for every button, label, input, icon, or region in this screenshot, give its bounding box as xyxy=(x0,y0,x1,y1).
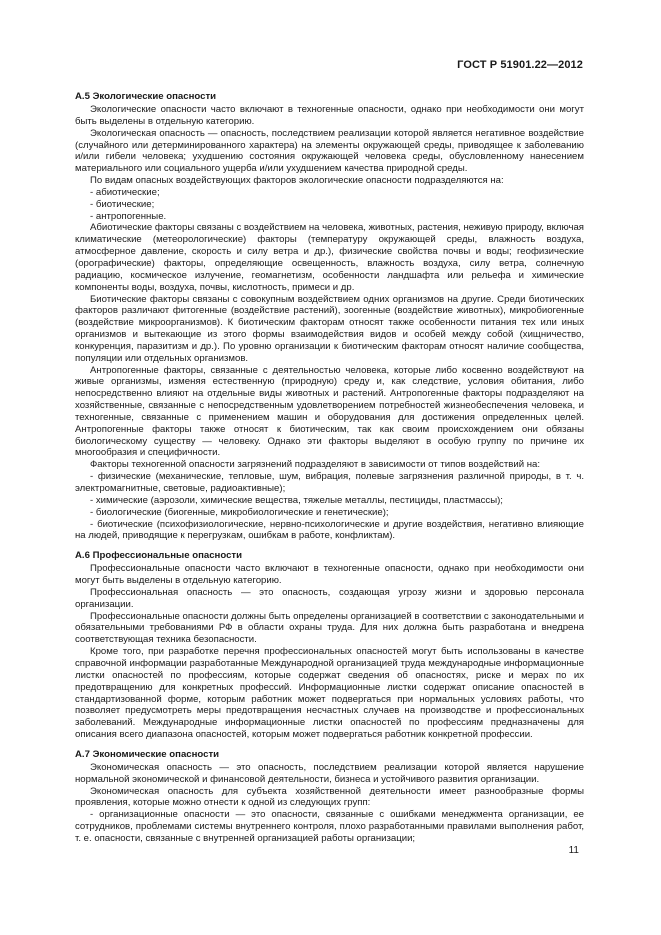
list-item: - антропогенные. xyxy=(90,210,167,222)
paragraph: Экономическая опасность для субъекта хозяйственной деятельности имеет разнообразные формы проявления, которые можно отнести к одной из следующих групп: xyxy=(75,785,584,809)
paragraph: Профессиональная опасность — это опасность, создающая угрозу жизни и здоровью персонала организации. xyxy=(75,586,584,610)
paragraph: Факторы техногенной опасности загрязнений подразделяют в зависимости от типов воздействий на: xyxy=(90,459,541,471)
paragraph: Экологическая опасность — опасность, последствием реализации которой является негативное воздействие (случайного или детерминированного характера) на элементы окружающей среды, приводящее к заболеванию и/или гибели человека; ухудшению состояния окружающей человека среды, обусловленному нанесением материального или социального ущерба и/или ухудшением качества природной среды. xyxy=(75,127,584,175)
paragraph: Биотические факторы связаны с совокупным воздействием одних организмов на другие. Среди биотических факторов различают фитогенные (воздействие растений), зоогенные (воздействие животных), микробиогенные (воздействие микроорганизмов). К биотическим факторам относят также особенности питания тех или иных организмов и вытекающие из этого формы взаимодействия видов и особей между собой (хищничество, конкуренция, паразитизм и др.). По уровню организации к биотическим факторам относят наличие сообщества, популяции или отдельных организмов. xyxy=(75,293,584,364)
section-heading: А.7 Экономические опасности xyxy=(75,748,220,760)
section-a7 xyxy=(75,749,584,845)
list-item: - абиотические; xyxy=(90,186,160,198)
list-item: - организационные опасности — это опасности, связанные с ошибками менеджмента организации, ее сотрудников, проблемами системы внутреннего контроля, плохо разработанными правилами выполнения работ, т. е. опасности, связанные с внутренней организацией работы организации; xyxy=(75,809,584,844)
section-heading: А.6 Профессиональные опасности xyxy=(75,550,243,562)
list-item: - биотические; xyxy=(90,198,155,210)
section-a5 xyxy=(75,91,584,542)
paragraph: По видам опасных воздействующих факторов экологические опасности подразделяются на: xyxy=(90,175,504,187)
section-a6 xyxy=(75,550,584,741)
list-item: - химические (аэрозоли, химические вещества, тяжелые металлы, пестициды, пластмассы); xyxy=(90,494,503,506)
standard-designation: ГОСТ Р 51901.22—2012 xyxy=(457,59,583,71)
paragraph: Профессиональные опасности должны быть определены организацией в соответствии с законодательными и обязательными требованиями РФ в области охраны труда. Для них должна быть разработана и внедрена соответствующая техника безопасности. xyxy=(75,610,584,646)
paragraph: Экономическая опасность — это опасность, последствием реализации которой является нарушение нормальной экономической и финансовой деятельности, бизнеса и устойчивого развития организации. xyxy=(75,761,584,785)
list-item: - биологические (биогенные, микробиологические и генетические); xyxy=(90,506,389,518)
paragraph: Антропогенные факторы, связанные с деятельностью человека, которые либо косвенно воздействуют на живые организмы, изменяя естественную (природную) среду и, как следствие, условия обитания, либо непосредственно влияют на отдельные виды животных и растений. Антропогенные факторы подразделяют на хозяйственные, связанные с непосредственным удовлетворением потребностей жизнеобеспечения человека, и техногенные, связанные с применением машин и оборудования для достижения определенных целей. Антропогенные факторы также относят к биотическим, так как своим происхождением они обязаны биологическому существу — человеку. Однако эти факторы выделяют в особую группу по причине их многообразия и специфичности. xyxy=(75,364,584,459)
section-heading: А.5 Экологические опасности xyxy=(75,91,217,102)
paragraph: Профессиональные опасности часто включают в техногенные опасности, однако при необходимости они могут быть выделены в отдельную категорию. xyxy=(75,563,584,587)
list-item: - физические (механические, тепловые, шум, вибрация, полевые загрязнения различной природы, в т. ч. электромагнитные, световые, радиоактивные); xyxy=(75,471,584,494)
paragraph: Абиотические факторы связаны с воздействием на человека, животных, растения, неживую природу, включая климатические (метеорологические) факторы (температуру окружающей среды, влажность воздуха, атмосферное давление, скорость и силу ветра и др.), физические свойства почвы и воды; геофизические (орографические) факторы, определяющие освещенность, влажность воздуха, силу ветра, солнечную радиацию, космическое излучение, геомагнетизм, особенности ландшафта или рельефа и химические компоненты воды, воздуха, почвы, кислотность, примеси и др. xyxy=(75,222,584,293)
paragraph: Кроме того, при разработке перечня профессиональных опасностей могут быть использованы в качестве справочной информации разработанные Международной организацией труда международные информационные листки опасностей по профессиям, которые содержат сведения об опасностях, риске и мерах по их предотвращению для конкретных профессий. Информационные листки содержат описание опасностей в стандартизованной форме, которым работник может подвергаться при нормальных условиях работы, что позволяет предусмотреть меры предотвращения несчастных случаев на производстве и профессиональных заболеваний. Международные информационные листки опасностей по профессиям предназначены для описания всего диапазона опасностей, которым может подвергаться работник конкретной профессии. xyxy=(75,646,584,741)
paragraph: Экологические опасности часто включают в техногенные опасности, однако при необходимости они могут быть выделены в отдельную категорию. xyxy=(75,104,584,127)
page-number: 11 xyxy=(568,845,579,856)
page-body xyxy=(75,91,584,845)
list-item: - биотические (психофизиологические, нервно-психологические и другие воздействия, негативно влияющие на людей, приводящие к перегрузкам, ошибкам в работе, конфликтам). xyxy=(75,518,584,542)
